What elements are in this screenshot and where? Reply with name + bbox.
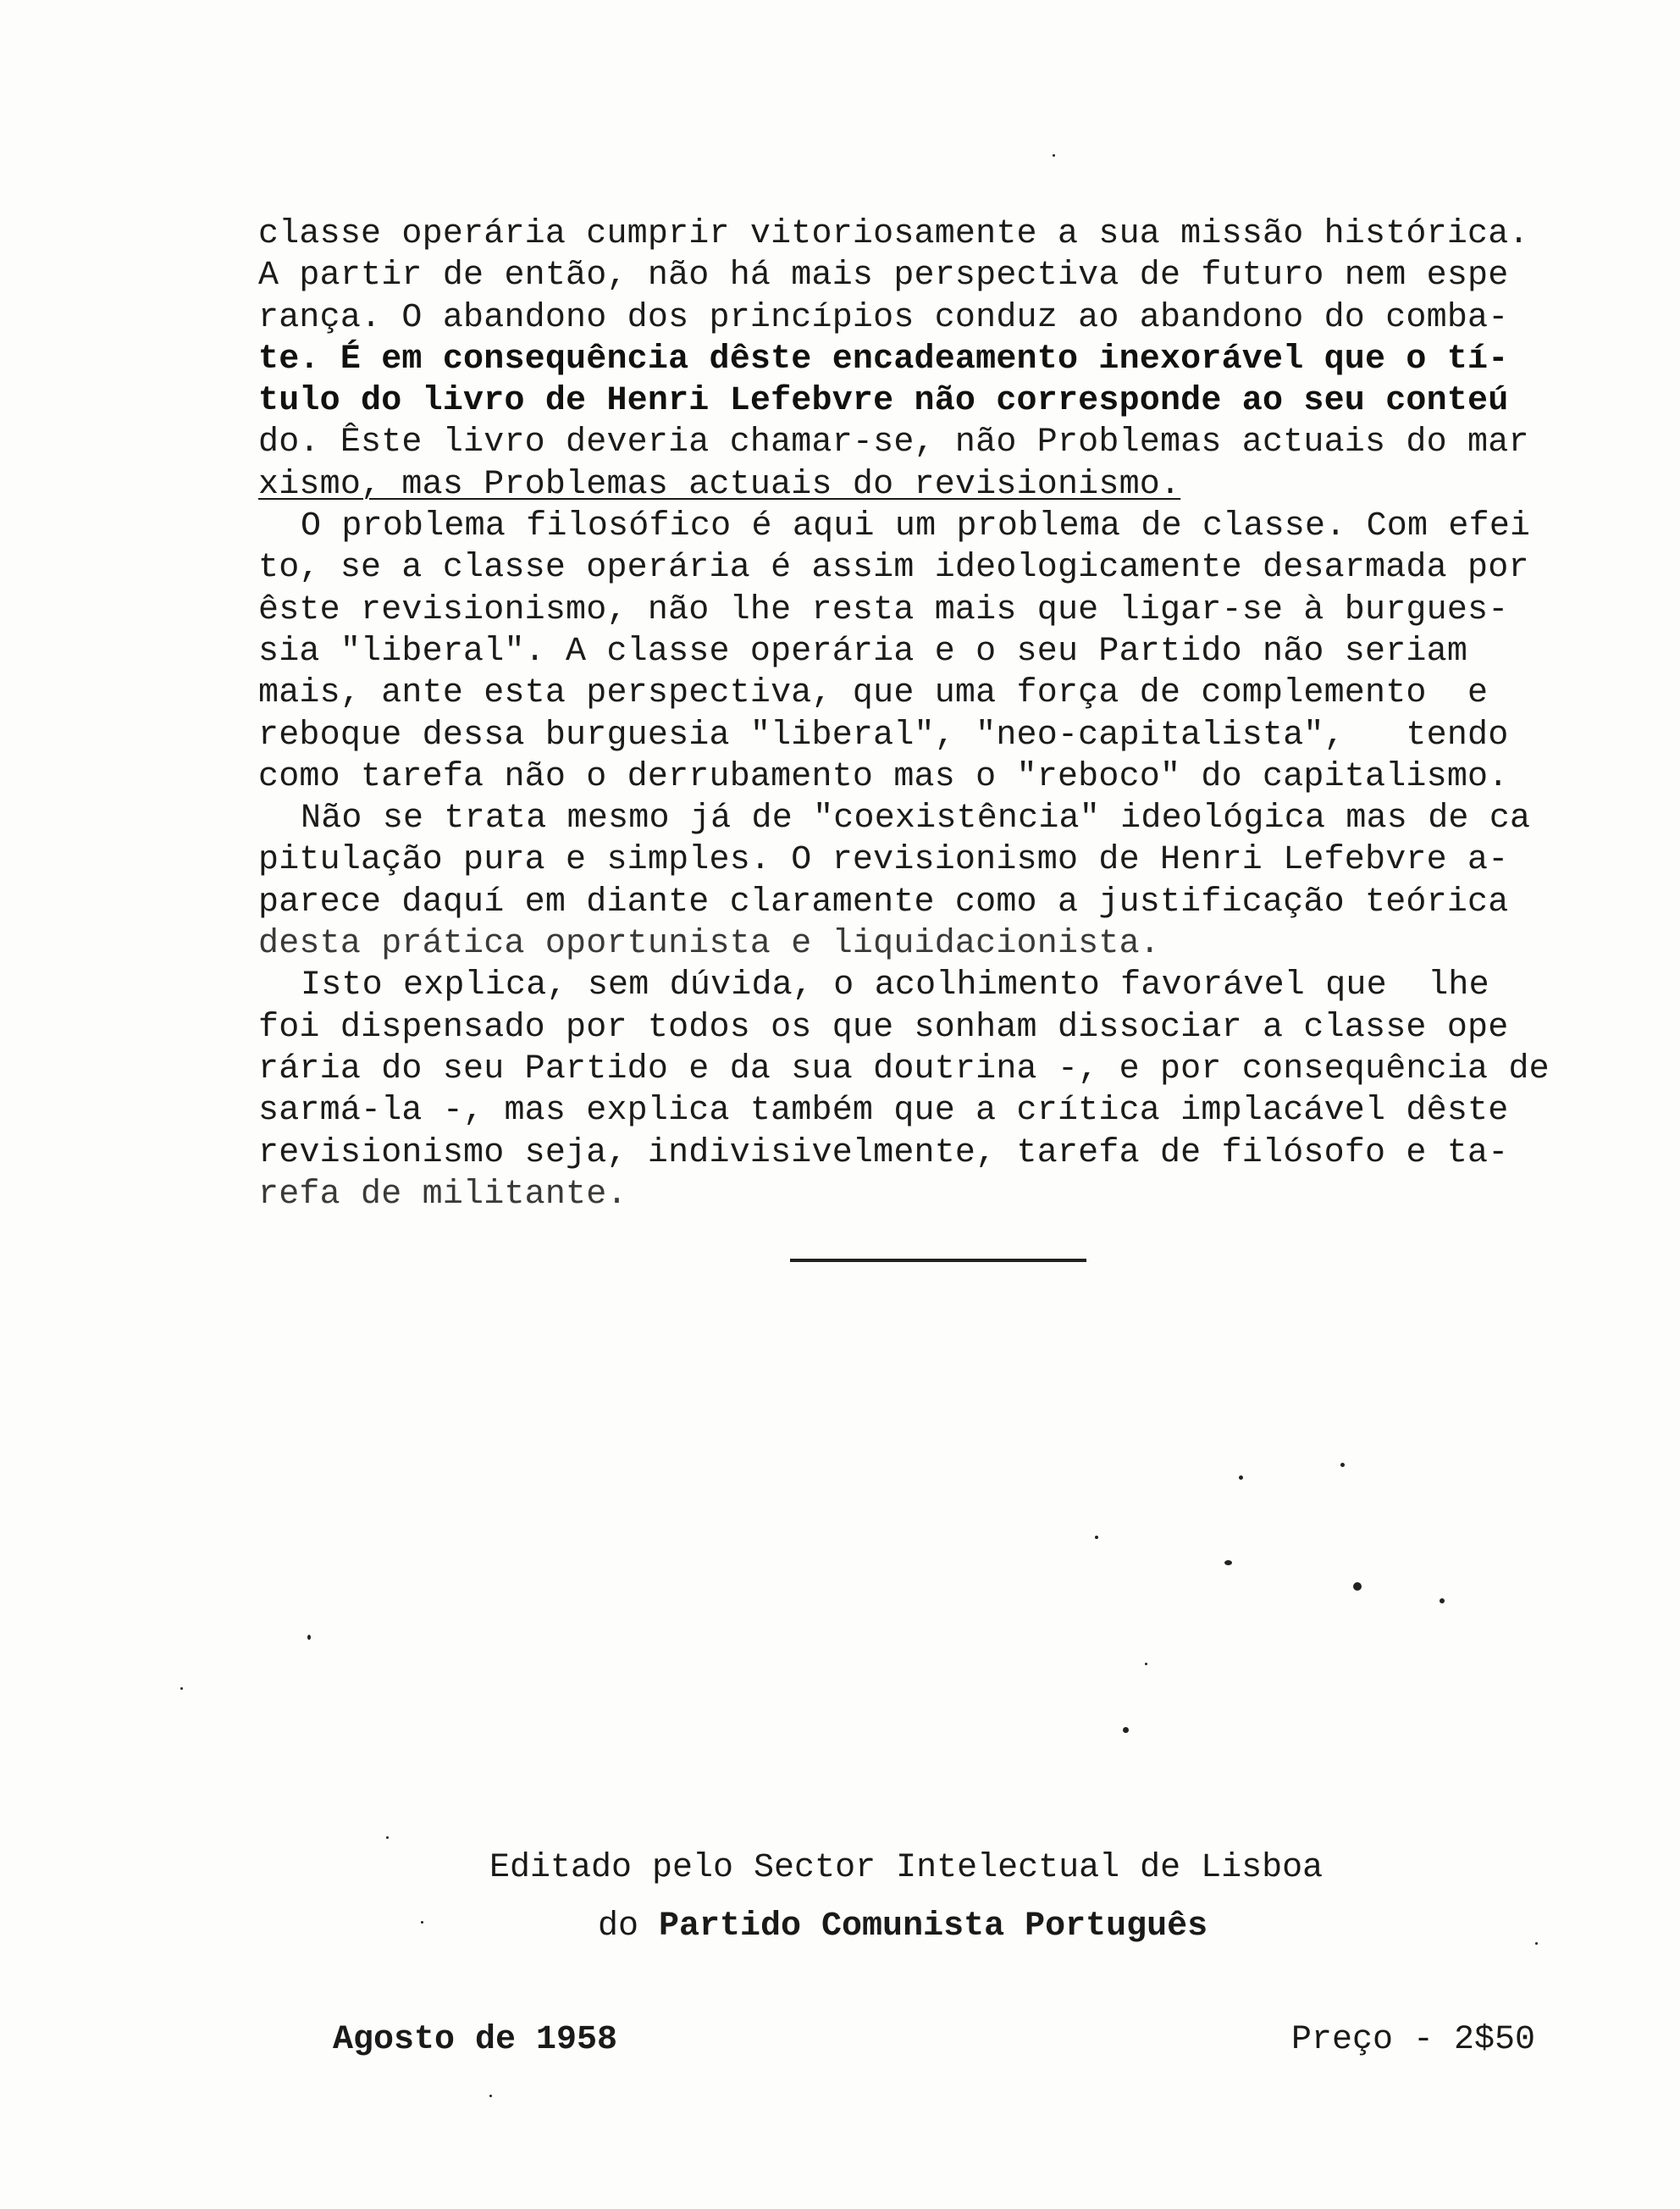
scan-speck	[1353, 1582, 1362, 1591]
body-text	[258, 213, 1617, 1215]
scan-speck	[307, 1635, 311, 1640]
text-line: reboque dessa burguesia "liberal", "neo-capitalista", tendo	[258, 716, 1509, 755]
text-line: êste revisionismo, não lhe resta mais que ligar-se à burgues-	[258, 590, 1509, 629]
text-line: como tarefa não o derrubamento mas o "reboco" do capitalismo.	[258, 757, 1509, 796]
text-line: Não se trata mesmo já de "coexistência" ideológica mas de ca	[301, 800, 1531, 839]
text-line: refa de militante.	[258, 1175, 627, 1214]
scan-speck	[421, 1921, 423, 1924]
text-line: revisionismo seja, indivisivelmente, tarefa de filósofo e ta-	[258, 1133, 1509, 1172]
section-divider	[790, 1259, 1086, 1262]
publisher-prefix: do	[598, 1907, 660, 1946]
scan-speck	[1239, 1475, 1243, 1480]
publisher-line: Editado pelo Sector Intelectual de Lisboa	[489, 1849, 1324, 1887]
scan-speck	[1095, 1536, 1098, 1539]
text-line: rança. O abandono dos princípios conduz ao abandono do comba-	[258, 298, 1509, 337]
scan-speck	[180, 1687, 183, 1690]
text-line: to, se a classe operária é assim ideologicamente desarmada por	[258, 549, 1529, 588]
text-line: sia "liberal". A classe operária e o seu Partido não seriam	[258, 632, 1468, 671]
publication-date: Agosto de 1958	[333, 2021, 618, 2059]
text-line-underlined: xismo, mas Problemas actuais do revisionismo.	[258, 465, 1181, 504]
text-line: O problema filosófico é aqui um problema de classe. Com efei	[301, 507, 1531, 546]
text-line: mais, ante esta perspectiva, que uma força de complemento e	[258, 674, 1489, 713]
scan-speck	[1145, 1663, 1147, 1665]
publisher-party-line	[598, 1907, 1208, 1946]
scan-speck	[1053, 154, 1055, 157]
text-line: desta prática oportunista e liquidacionista.	[258, 925, 1160, 964]
scan-speck	[1440, 1598, 1445, 1603]
text-line: A partir de então, não há mais perspectiva de futuro nem espe	[258, 257, 1509, 296]
scan-speck	[386, 1836, 389, 1839]
text-line: rária do seu Partido e da sua doutrina -, e por consequência de	[258, 1049, 1550, 1088]
text-line: pitulação pura e simples. O revisionismo de Henri Lefebvre a-	[258, 841, 1509, 880]
scan-speck	[1340, 1463, 1345, 1467]
scan-speck	[489, 2095, 492, 2097]
text-line: tulo do livro de Henri Lefebvre não corresponde ao seu conteú	[258, 382, 1509, 421]
scan-speck	[1224, 1560, 1232, 1565]
text-line: foi dispensado por todos os que sonham dissociar a classe ope	[258, 1008, 1509, 1047]
text-line: sarmá-la -, mas explica também que a crítica implacável dêste	[258, 1092, 1509, 1131]
price-label: Preço - 2$50	[1291, 2021, 1536, 2059]
text-line: classe operária cumprir vitoriosamente a sua missão histórica.	[258, 215, 1529, 253]
scan-speck	[1123, 1727, 1129, 1733]
text-line: parece daquí em diante claramente como a justificação teórica	[258, 883, 1509, 922]
scan-speck	[1535, 1942, 1538, 1945]
text-line: te. É em consequência dêste encadeamento inexorável que o tí-	[258, 340, 1509, 379]
text-line: do. Êste livro deveria chamar-se, não Problemas actuais do mar	[258, 424, 1529, 462]
text-line: Isto explica, sem dúvida, o acolhimento favorável que lhe	[301, 966, 1489, 1005]
party-name: Partido Comunista Português	[659, 1907, 1208, 1946]
